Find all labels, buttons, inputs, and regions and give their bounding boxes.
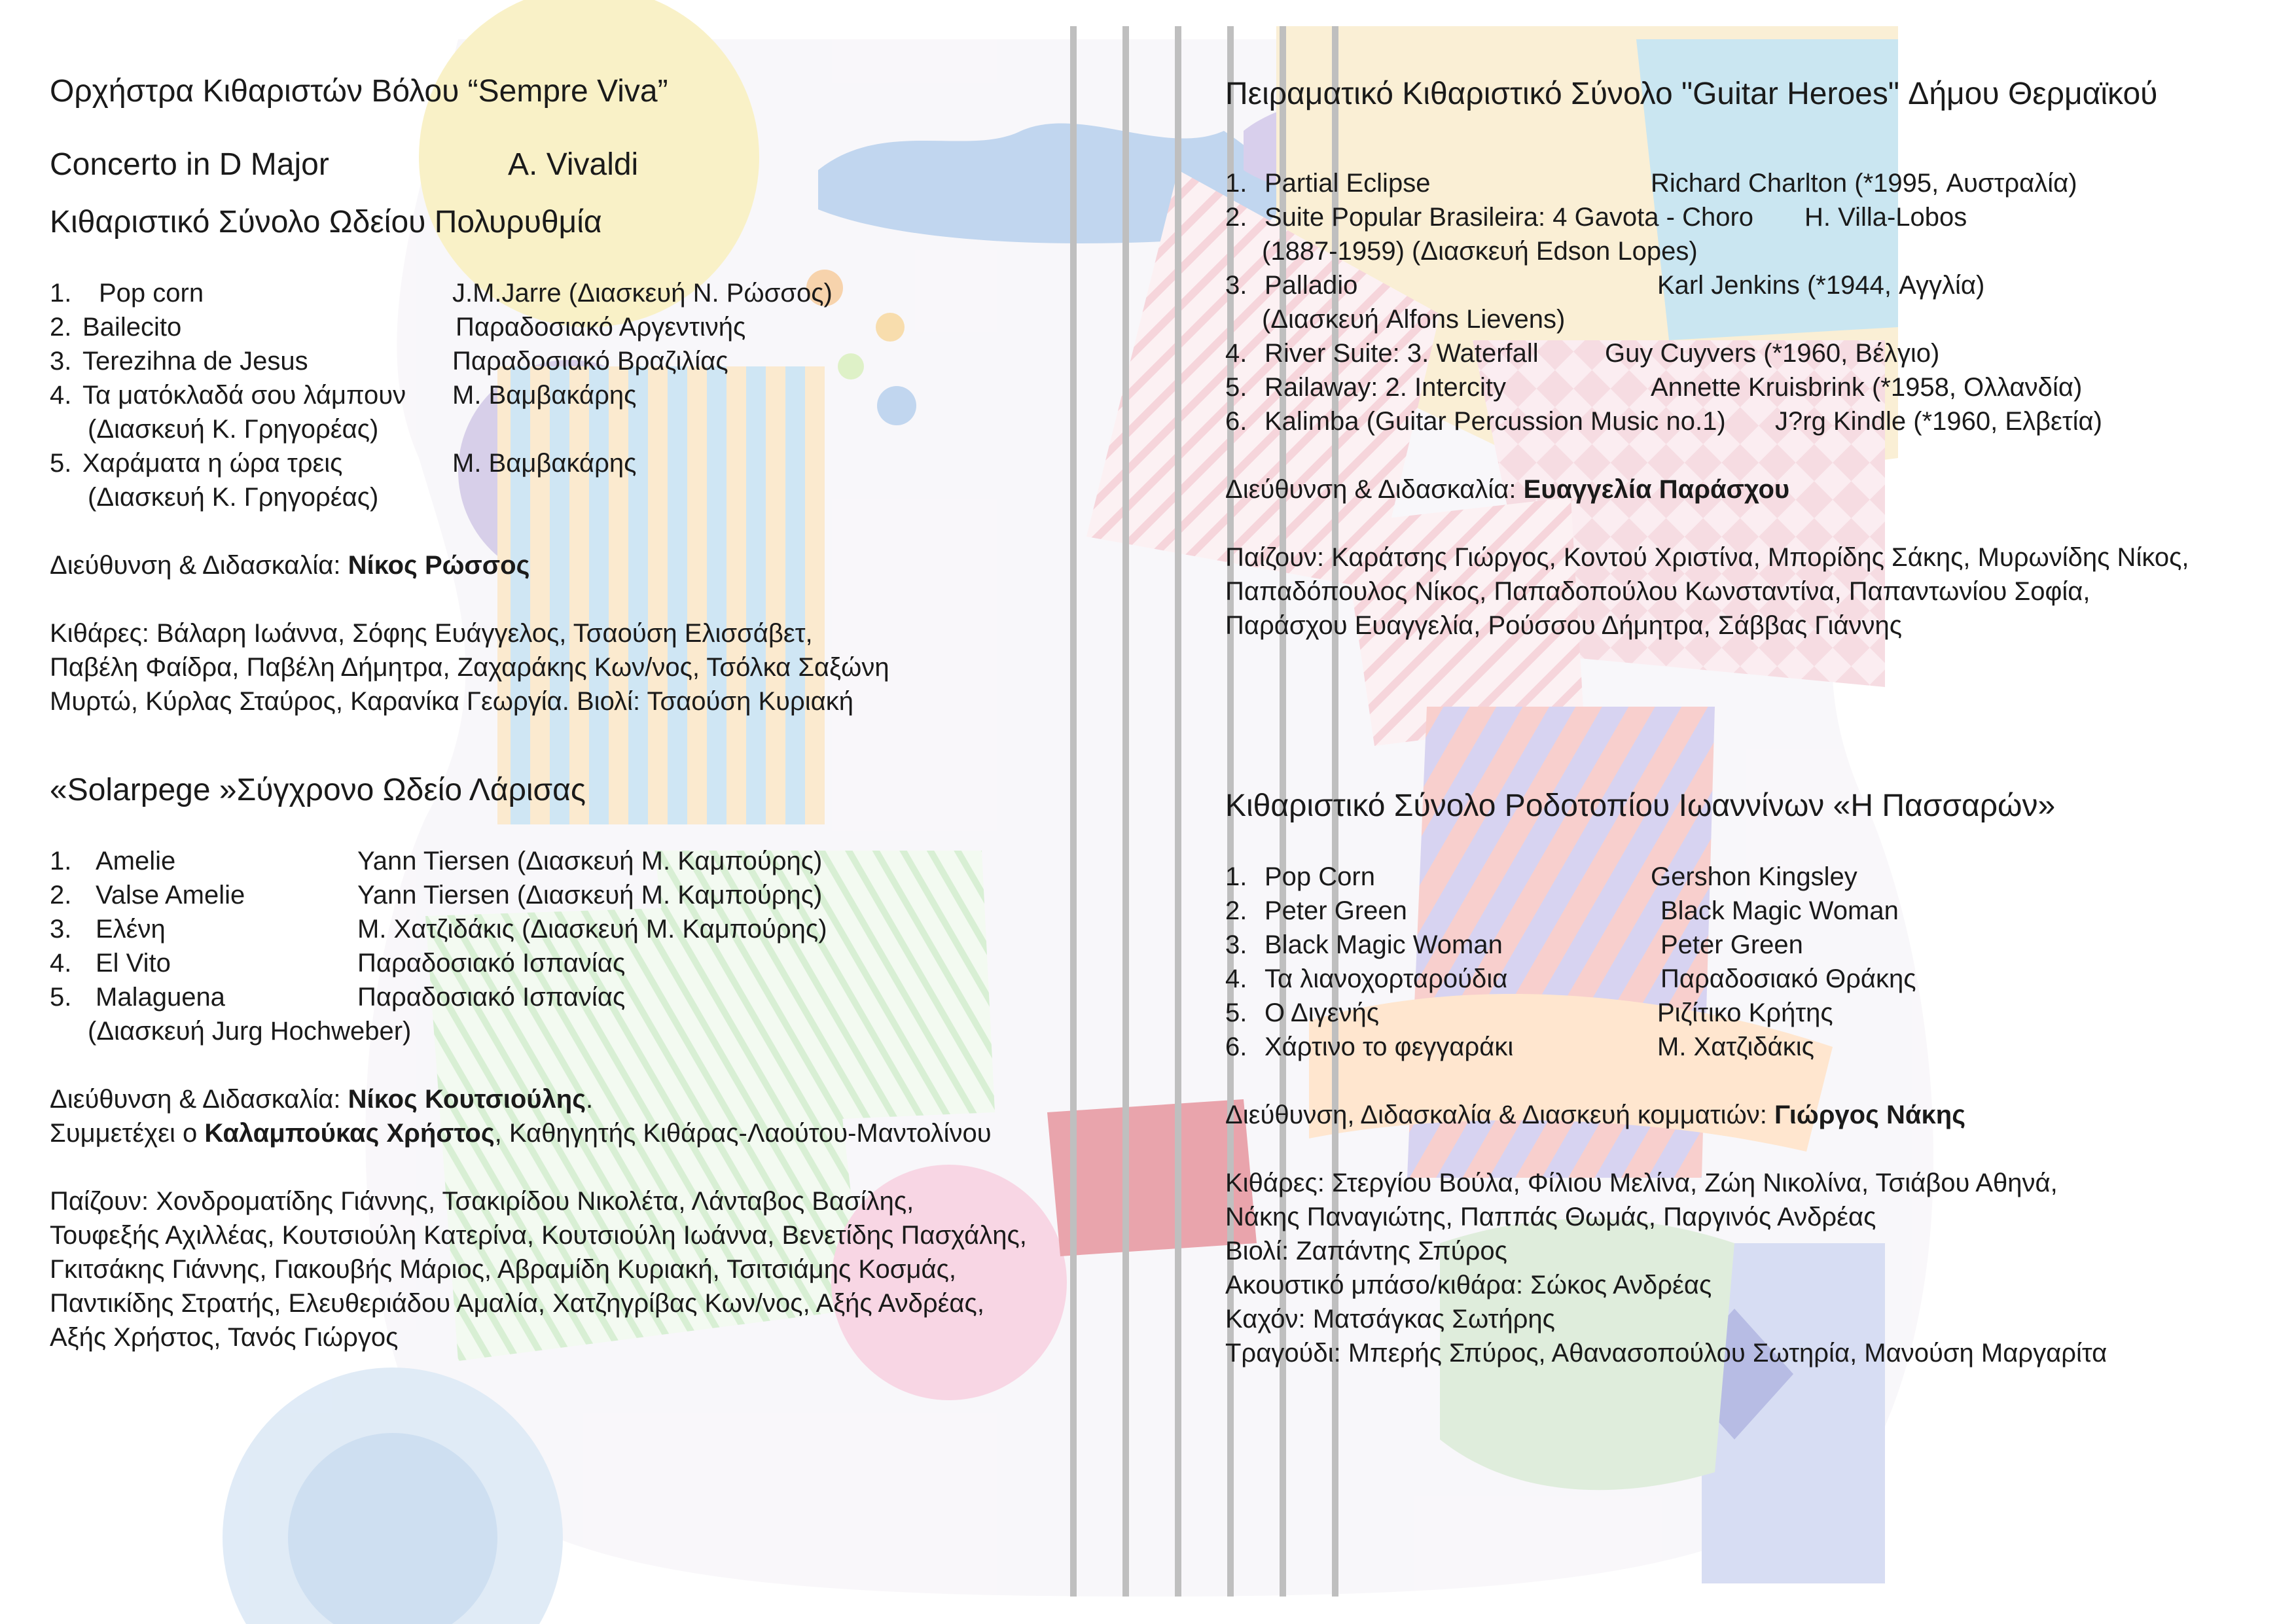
list-item [1225,860,2272,894]
item-composer: Annette Kruisbrink (*1958, Ολλανδία) [1651,373,2083,402]
item-number: 6. [1225,407,1247,436]
item-number: 3. [50,915,72,944]
list-item [50,946,1162,980]
item-number: 3. [50,347,72,376]
item-title: Χαράματα η ώρα τρεις [82,449,343,478]
item-composer: Yann Tiersen (Διασκευή Μ. Καμπούρης) [357,847,823,875]
item-composer: Παραδοσιακό Ισπανίας [357,949,626,978]
item-composer: Yann Tiersen (Διασκευή Μ. Καμπούρης) [357,881,823,909]
players-line: Παβέλη Φαίδρα, Παβέλη Δήμητρα, Ζαχαράκης Κων/νος, Τσόλκα Σαξώνη [50,653,889,682]
item-title: Pop corn [99,279,204,308]
item-number: 5. [1225,998,1247,1027]
item-composer: Μ. Βαμβακάρης [452,381,637,410]
item-number: 2. [1225,896,1247,925]
direction-label: Διεύθυνση & Διδασκαλία: [1225,475,1524,504]
list-item-note: (Διασκευή Κ. Γρηγορέας) [88,483,379,512]
guest-prefix: Συμμετέχει ο [50,1119,205,1148]
item-composer: J.M.Jarre (Διασκευή Ν. Ρώσσος) [452,279,833,308]
section-title: Κιθαριστικό Σύνολο Ροδοτοπίου Ιωαννίνων «Η Πασσαρών» [1225,788,2056,823]
guest-name: Καλαμπούκας Χρήστος [204,1119,495,1148]
item-number: 4. [50,949,72,978]
item-composer: Μ. Βαμβακάρης [452,449,637,478]
list-item [1225,996,2272,1030]
piece-title: Concerto in D Major [50,147,329,182]
list-item [1225,894,2272,928]
item-number: 1. [50,847,72,875]
item-number: 1. [1225,862,1247,891]
item-title: Peter Green [1265,896,1407,925]
item-title: Railaway: 2. Intercity [1265,373,1507,402]
players-line: Παίζουν: Χονδροματίδης Γιάννης, Τσακιρίδου Νικολέτα, Λάνταβος Βασίλης, [50,1187,914,1216]
players-line: Τουφεξής Αχιλλέας, Κουτσιούλη Κατερίνα, Κουτσιούλη Ιωάννα, Βενετίδης Πασχάλης, [50,1221,1027,1250]
item-number: 2. [50,881,72,909]
item-composer: Richard Charlton (*1995, Αυστραλία) [1651,169,2077,198]
left-column [50,72,1162,1354]
list-item [50,276,1162,310]
item-title: River Suite: 3. Waterfall [1265,339,1539,368]
list-item [50,310,1162,344]
director-name: Γιώργος Νάκης [1774,1101,1966,1129]
program-list [50,844,1162,1048]
item-number: 5. [50,449,72,478]
list-item [1225,928,2272,962]
item-title: Χάρτινο το φεγγαράκι [1265,1033,1514,1061]
section-title: Κιθαριστικό Σύνολο Ωδείου Πολυρυθμία [50,205,602,239]
guest-line [50,1116,1162,1150]
item-title: Black Magic Woman [1265,930,1503,959]
players-line: Τραγούδι: Μπερής Σπύρος, Αθανασοπούλου Σωτηρία, Μανούση Μαργαρίτα [1225,1339,2108,1368]
director-name: Νίκος Κουτσιούλης [348,1085,586,1114]
list-item [50,446,1162,480]
section-title: «Solarpege »Σύγχρονο Ωδείο Λάρισας [50,773,586,807]
list-item [1225,200,2272,234]
direction-end: . [586,1085,594,1114]
direction-line [1225,1098,2272,1132]
program-list [50,276,1162,514]
players-line: Νάκης Παναγιώτης, Παππάς Θωμάς, Παργινός Ανδρέας [1225,1203,1876,1231]
direction-label: Διεύθυνση & Διδασκαλία: [50,1085,348,1114]
director-name: Ευαγγελία Παράσχου [1523,475,1790,504]
item-composer: H. Villa-Lobos [1804,203,1967,232]
list-item [50,878,1162,912]
item-composer: Παραδοσιακό Θράκης [1660,964,1916,993]
direction-label: Διεύθυνση, Διδασκαλία & Διασκευή κομματιών: [1225,1101,1775,1129]
list-item [50,980,1162,1014]
list-item-note: (Διασκευή Jurg Hochweber) [88,1017,412,1046]
item-title: Terezihna de Jesus [82,347,308,376]
item-title: Partial Eclipse [1265,169,1431,198]
item-title: El Vito [96,949,171,978]
list-item [50,378,1162,412]
orchestra-piece-line [50,145,1162,185]
list-item [1225,336,2272,370]
item-composer: Ριζίτικο Κρήτης [1657,998,1833,1027]
director-name: Νίκος Ρώσσος [348,551,530,580]
item-composer: Μ. Χατζιδάκις [1657,1033,1814,1061]
item-title: Ο Διγενής [1265,998,1379,1027]
item-composer: Gershon Kingsley [1651,862,1857,891]
item-number: 5. [50,983,72,1012]
item-composer: Παραδοσιακό Αργεντινής [456,313,746,342]
orchestra-title: Ορχήστρα Κιθαριστών Βόλου “Sempre Viva” [50,74,668,109]
list-item [50,912,1162,946]
players-line: Ακουστικό μπάσο/κιθάρα: Σώκος Ανδρέας [1225,1271,1712,1299]
item-composer: Peter Green [1660,930,1803,959]
players-line: Καχόν: Ματσάγκας Σωτήρης [1225,1305,1555,1333]
item-number: 3. [1225,271,1247,300]
item-title: Suite Popular Brasileira: 4 Gavota - Choro [1265,203,1754,232]
item-title: Pop Corn [1265,862,1375,891]
item-number: 4. [1225,964,1247,993]
list-item [1225,166,2272,200]
direction-line [1225,472,2272,506]
list-item-note: (Διασκευή Κ. Γρηγορέας) [88,415,379,444]
item-title: Kalimba (Guitar Percussion Music no.1) [1265,407,1726,436]
right-column [1225,72,2272,1370]
list-item [1225,962,2272,996]
item-title: Τα ματόκλαδά σου λάμπουν [82,381,406,410]
list-item [1225,370,2272,404]
item-number: 3. [1225,930,1247,959]
program-list [1225,860,2272,1064]
item-title: Malaguena [96,983,225,1012]
item-number: 2. [1225,203,1247,232]
item-number: 5. [1225,373,1247,402]
item-composer: Μ. Χατζιδάκις (Διασκευή Μ. Καμπούρης) [357,915,827,944]
players-line: Παίζουν: Καράτσης Γιώργος, Κοντού Χριστίνα, Μπορίδης Σάκης, Μυρωνίδης Νίκος, [1225,543,2189,572]
players-line: Γκιτσάκης Γιάννης, Γιακουβής Μάριος, Αβραμίδη Κυριακή, Τσιτσιάμης Κοσμάς, [50,1255,957,1284]
item-title: Amelie [96,847,176,875]
item-title: Bailecito [82,313,182,342]
item-number: 4. [50,381,72,410]
players-line: Αξής Χρήστος, Τανός Γιώργος [50,1323,399,1352]
players-line: Βιολί: Ζαπάντης Σπύρος [1225,1237,1507,1265]
item-title: Τα λιανοχορταρούδια [1265,964,1508,993]
item-number: 2. [50,313,72,342]
guest-role: , Καθηγητής Κιθάρας-Λαούτου-Μαντολίνου [494,1119,992,1148]
item-number: 6. [1225,1033,1247,1061]
direction-label: Διεύθυνση & Διδασκαλία: [50,551,348,580]
item-composer: Karl Jenkins (*1944, Αγγλία) [1657,271,1985,300]
section-title: Πειραματικό Κιθαριστικό Σύνολο "Guitar Heroes" Δήμου Θερμαϊκού [1225,77,2158,111]
item-composer: Παραδοσιακό Ισπανίας [357,983,626,1012]
piece-composer: A. Vivaldi [508,147,639,182]
item-title: Palladio [1265,271,1358,300]
program-list [1225,166,2272,438]
list-item [1225,1030,2272,1064]
item-title: Valse Amelie [96,881,245,909]
item-number: 1. [50,279,72,308]
item-composer: Παραδοσιακό Βραζιλίας [452,347,728,376]
item-composer: Guy Cuyvers (*1960, Βέλγιο) [1605,339,1940,368]
players-line: Κιθάρες: Στεργίου Βούλα, Φίλιου Μελίνα, Ζώη Νικολίνα, Τσιάβου Αθηνά, [1225,1169,2058,1197]
list-item [50,844,1162,878]
item-title: Ελένη [96,915,166,944]
list-item [50,344,1162,378]
item-number: 1. [1225,169,1247,198]
item-composer: J?rg Kindle (*1960, Ελβετία) [1775,407,2102,436]
list-item-note: (Διασκευή Alfons Lievens) [1262,305,1566,334]
list-item [1225,404,2272,438]
item-composer: Black Magic Woman [1660,896,1899,925]
item-number: 4. [1225,339,1247,368]
direction-line [50,1082,1162,1116]
players-line: Παντικίδης Στρατής, Ελευθεριάδου Αμαλία, Χατζηγρίβας Κων/νος, Αξής Ανδρέας, [50,1289,984,1318]
list-item [1225,268,2272,302]
direction-line [50,548,1162,582]
players-line: Μυρτώ, Κύρλας Σταύρος, Καρανίκα Γεωργία. Βιολί: Τσαούση Κυριακή [50,687,854,716]
players-line: Παράσχου Ευαγγελία, Ρούσσου Δήμητρα, Σάββας Γιάννης [1225,611,1903,640]
players-line: Παπαδόπουλος Νίκος, Παπαδοπούλου Κωνσταντίνα, Παπαντωνίου Σοφία, [1225,577,2090,606]
list-item-note: (1887-1959) (Διασκευή Edson Lopes) [1262,237,1698,266]
players-line: Κιθάρες: Βάλαρη Ιωάννα, Σόφης Ευάγγελος, Τσαούση Ελισσάβετ, [50,619,813,648]
